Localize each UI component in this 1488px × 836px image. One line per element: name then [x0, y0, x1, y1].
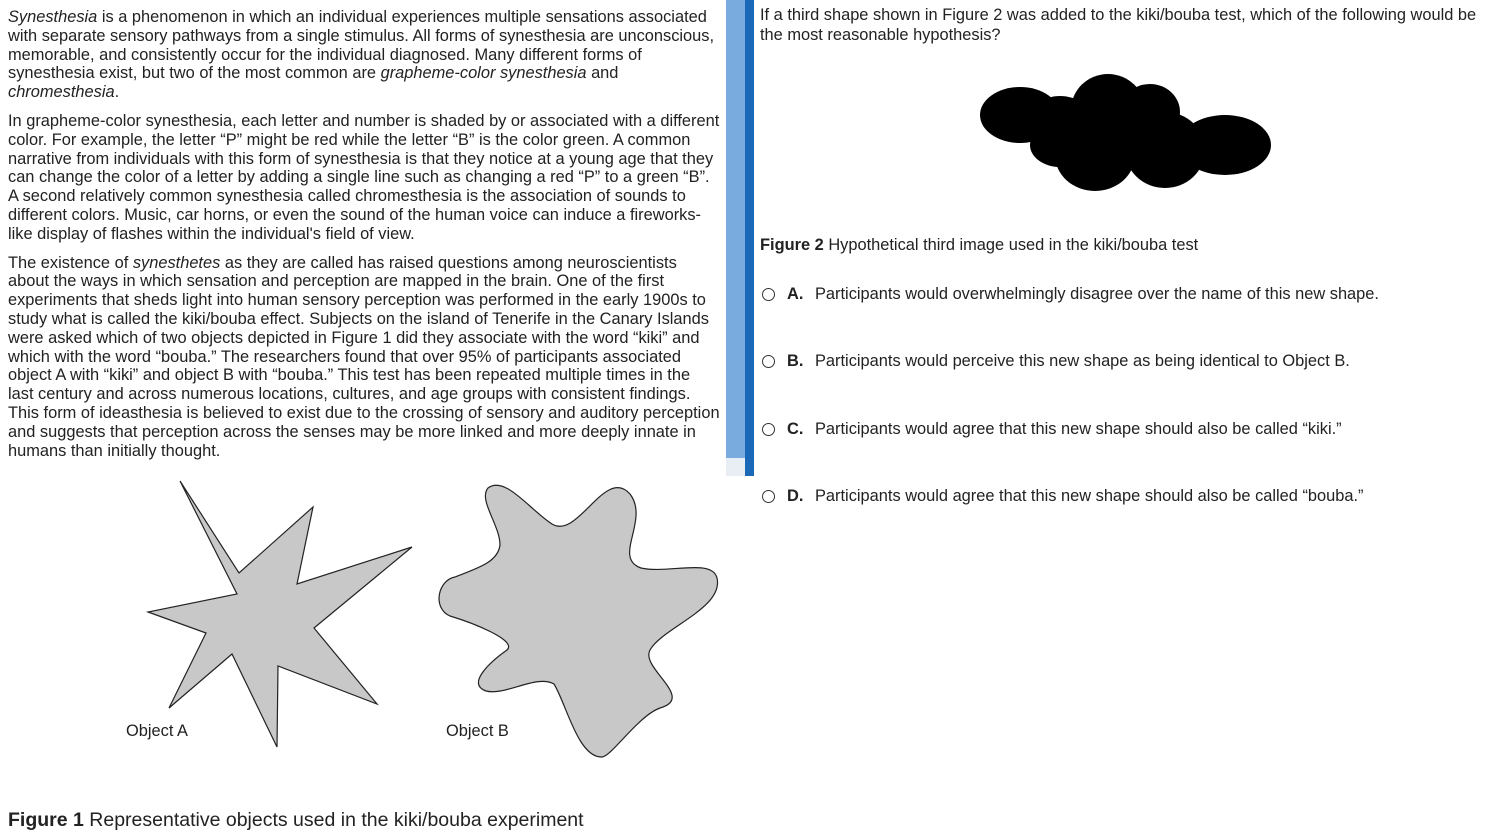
choice-text: Participants would perceive this new shape as being identical to Object B.	[815, 351, 1350, 370]
term-synesthesia: Synesthesia	[8, 8, 98, 26]
figure-2-caption-text: Hypothetical third image used in the kiki/bouba test	[823, 236, 1199, 254]
radio-button[interactable]	[762, 423, 775, 436]
passage-text: and	[586, 64, 619, 83]
radio-button[interactable]	[762, 288, 775, 301]
figure-2-caption	[760, 236, 1198, 255]
choice-text: Participants would agree that this new shape should also be called “kiki.”	[815, 419, 1342, 438]
figure-2-caption-label: Figure 2	[760, 236, 824, 254]
term-chromesthesia: chromesthesia	[8, 83, 115, 102]
passage-text: as they are called has raised questions among neuroscientists about the ways in which sensation and perception are mapped in the brain. One of the first experiments that sheds light into human sensory perception was performed in the early 1900s to study what is called the kiki/bouba effect. Subjects on the island of Tenerife in the Canary Islands were asked which of two objects depicted in Figure 1 did they associate with the word “kiki” and which with the word “bouba.” The researchers found that over 95% of participants associated object A with “kiki” and object B with “bouba.” This test has been repeated multiple times in the last century and across numerous locations, cultures, and age groups with consistent findings. This form of ideasthesia is believed to exist due to the crossing of sensory and auditory perception and suggests that perception across the senses may be more linked and more deeply innate in humans than initially thought.	[8, 253, 720, 460]
figure-1	[0, 470, 730, 770]
passage-text: .	[114, 83, 120, 102]
passage-paragraph-2: In grapheme-color synesthesia, each letter and number is shaded by or associated with a different color. For example, the letter “P” might be red while the letter “B” is the color green. A common narrative from individuals with this form of synesthesia is that they notice at a young age that they can change the color of a letter by adding a single line such as changing a red “P” to a green “B”. A second relatively common synesthesia called chromesthesia is the association of sounds to different colors. Music, car horns, or even the sound of the human voice can induce a fireworks-like display of flashes within the individual's field of view.	[8, 111, 720, 243]
radio-button[interactable]	[762, 355, 775, 368]
passage-text: The existence of	[8, 253, 133, 272]
choice-text: Participants would agree that this new shape should also be called “bouba.”	[815, 486, 1364, 505]
figure-1-caption	[8, 809, 584, 832]
object-b-blob-shape	[439, 485, 717, 757]
choice-letter: C.	[787, 419, 804, 438]
term-synesthetes: synesthetes	[132, 253, 221, 272]
passage-text: is a phenomenon in which an individual experiences multiple sensations associated with separate sensory pathways from a single stimulus. All forms of synesthesia are unconscious, memorable, and consistently occur for the individual diagnosed. Many different forms of synesthesia exist, but two of the most common are	[8, 8, 715, 83]
choice-letter: D.	[787, 486, 804, 505]
term-grapheme-color: grapheme-color synesthesia	[380, 64, 587, 83]
passage-paragraph-3	[8, 254, 720, 461]
object-b-label: Object B	[446, 722, 509, 740]
choice-a[interactable]	[762, 282, 1379, 306]
choice-b[interactable]	[762, 349, 1350, 373]
object-a-label: Object A	[126, 722, 188, 740]
passage-paragraph-1	[8, 8, 720, 102]
panel-divider-resize-handle[interactable]	[726, 0, 745, 458]
panel-divider-accent[interactable]	[745, 0, 754, 476]
radio-button[interactable]	[762, 490, 775, 503]
figure-1-caption-label: Figure 1	[8, 809, 84, 831]
figure-1-caption-text: Representative objects used in the kiki/bouba experiment	[83, 809, 584, 831]
choice-letter: B.	[787, 351, 804, 370]
question-stem: If a third shape shown in Figure 2 was added to the kiki/bouba test, which of the following would be the most reasonable hypothesis?	[760, 6, 1477, 44]
object-a-star-shape	[148, 481, 412, 747]
choice-letter: A.	[787, 284, 804, 303]
choice-c[interactable]	[762, 417, 1342, 441]
panel-divider-tail	[726, 458, 745, 476]
choice-text: Participants would overwhelmingly disagree over the name of this new shape.	[815, 284, 1379, 303]
choice-d[interactable]	[762, 484, 1364, 508]
figure-2-cloud-shape	[975, 70, 1275, 195]
passage	[8, 8, 720, 470]
